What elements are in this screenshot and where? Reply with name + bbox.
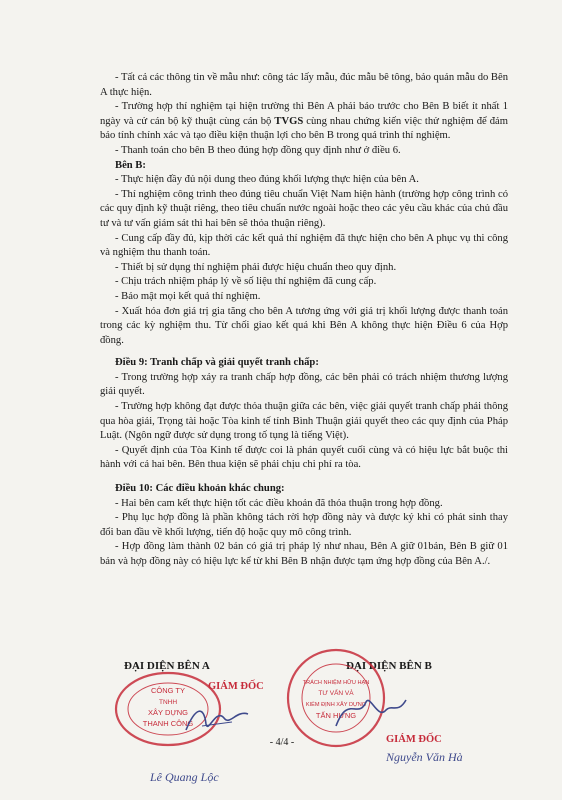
stamp-a-line: TNHH: [158, 699, 178, 706]
party-b-title: ĐẠI DIỆN BÊN B: [346, 660, 432, 672]
party-a-role: GIÁM ĐỐC: [208, 681, 264, 692]
page-number: - 4/4 -: [269, 737, 295, 748]
stamp-a-line: THANH CÔNG: [142, 719, 194, 728]
paragraph: - Cung cấp đầy đủ, kịp thời các kết quả thí nghiệm đã thực hiện cho bên A phục vụ thi công và nghiệm thu thanh toán.: [100, 232, 508, 259]
tvgs-term: TVGS: [274, 115, 304, 127]
ben-b-heading: Bên B:: [115, 159, 146, 171]
party-a-signatory-name: Lê Quang Lộc: [150, 770, 219, 784]
paragraph: - Bảo mật mọi kết quả thí nghiệm.: [115, 290, 261, 302]
paragraph: - Hợp đồng làm thành 02 bản có giá trị pháp lý như nhau, Bên A giữ 01bản, Bên B giữ 01 bản và hợp đồng này có hiệu lực kể từ khi Bên B nhận được tạm ứng hợp đồng của Bên A./.: [100, 541, 508, 567]
party-b-role: GIÁM ĐỐC: [386, 734, 442, 745]
paragraph: - Chịu trách nhiệm pháp lý về số liệu thí nghiệm đã cung cấp.: [115, 276, 377, 288]
paragraph: - Thí nghiệm công trình theo đúng tiêu chuẩn Việt Nam hiện hành (trường hợp công trình có các quy định kỹ thuật riêng, theo tiêu chuẩn nước ngoài hoặc theo các yêu cầu khác của chủ đầu tư và tư vấn giám sát thì hai bên sẽ thỏa thuận riêng).: [100, 188, 508, 229]
party-b-signatory-name: Nguyễn Văn Hà: [386, 750, 463, 764]
paragraph: - Thực hiện đầy đủ nội dung theo đúng khối lượng thực hiện của bên A.: [115, 174, 419, 186]
stamp-b-line: TƯ VẤN VÀ: [318, 690, 354, 697]
paragraph: - Trường hợp không đạt được thỏa thuận giữa các bên, việc giải quyết tranh chấp phải thông qua hòa giải, Trọng tài hoặc Tòa kinh tế tỉnh Bình Thuận giải quyết theo các quy định của Pháp Luật. (Ngôn ngữ được sử dụng trong tố tụng là tiếng Việt).: [100, 401, 508, 442]
paragraph: - Trong trường hợp xảy ra tranh chấp hợp đồng, các bên phải có trách nhiệm thương lượng giải quyết.: [100, 371, 508, 398]
stamp-b-line: TRÁCH NHIỆM HỮU HẠN: [302, 680, 370, 686]
handwritten-signature-b: [330, 690, 410, 734]
contract-body: [100, 71, 508, 570]
article-9-heading: Điều 9: Tranh chấp và giải quyết tranh chấp:: [115, 357, 319, 369]
stamp-b-line: KIỂM ĐỊNH XÂY DỰNG: [305, 702, 367, 708]
stamp-a-line: CÔNG TY: [150, 686, 186, 695]
article-10-heading: Điều 10: Các điều khoản khác chung:: [115, 483, 285, 495]
paragraph: - Thanh toán cho bên B theo đúng hợp đồng quy định như ở điều 6.: [115, 144, 401, 156]
stamp-a-line: XÂY DỰNG: [147, 708, 189, 717]
paragraph: - Xuất hóa đơn giá trị gia tăng cho bên A tương ứng với giá trị khối lượng được thanh toán trong các kỳ nghiệm thu. Từ chối giao kết quả khi Bên A không thực hiện Điều 6 của Hợp đồng.: [100, 305, 508, 346]
stamp-b-line: TẤN HƯNG: [315, 711, 357, 720]
paragraph: - Hai bên cam kết thực hiện tốt các điều khoản đã thỏa thuận trong hợp đồng.: [115, 497, 443, 509]
handwritten-signature-a: [182, 700, 252, 740]
paragraph: - Phụ lục hợp đồng là phần không tách rời hợp đồng này và được ký khi có phát sinh thay đổi ban đầu về khối lượng, tiến độ hoặc quy mô công trình.: [100, 512, 508, 538]
paragraph: - Trường hợp thí nghiệm tại hiện trường thì Bên A phải báo trước cho Bên B biết ít nhất 1 ngày và cử cán bộ kỹ thuật cùng cán bộ TVGS cùng nhau chứng kiến việc thử nghiệm để đảm bảo tính chính xác và tạo điều kiện thuận lợi cho bên B trong quá trình thí nghiệm.: [100, 101, 508, 142]
paragraph: - Quyết định của Tòa Kinh tế được coi là phán quyết cuối cùng và có hiệu lực bắt buộc thi hành với cả hai bên. Bên thua kiện sẽ phải chịu chi phí ra tòa.: [100, 444, 508, 471]
paragraph: - Tất cả các thông tin về mẫu như: công tác lấy mẫu, đúc mẫu bê tông, bảo quản mẫu do Bên A thực hiện.: [100, 72, 508, 98]
party-a-title: ĐẠI DIỆN BÊN A: [124, 660, 210, 672]
paragraph: - Thiết bị sử dụng thí nghiệm phải được hiệu chuẩn theo quy định.: [115, 261, 397, 273]
